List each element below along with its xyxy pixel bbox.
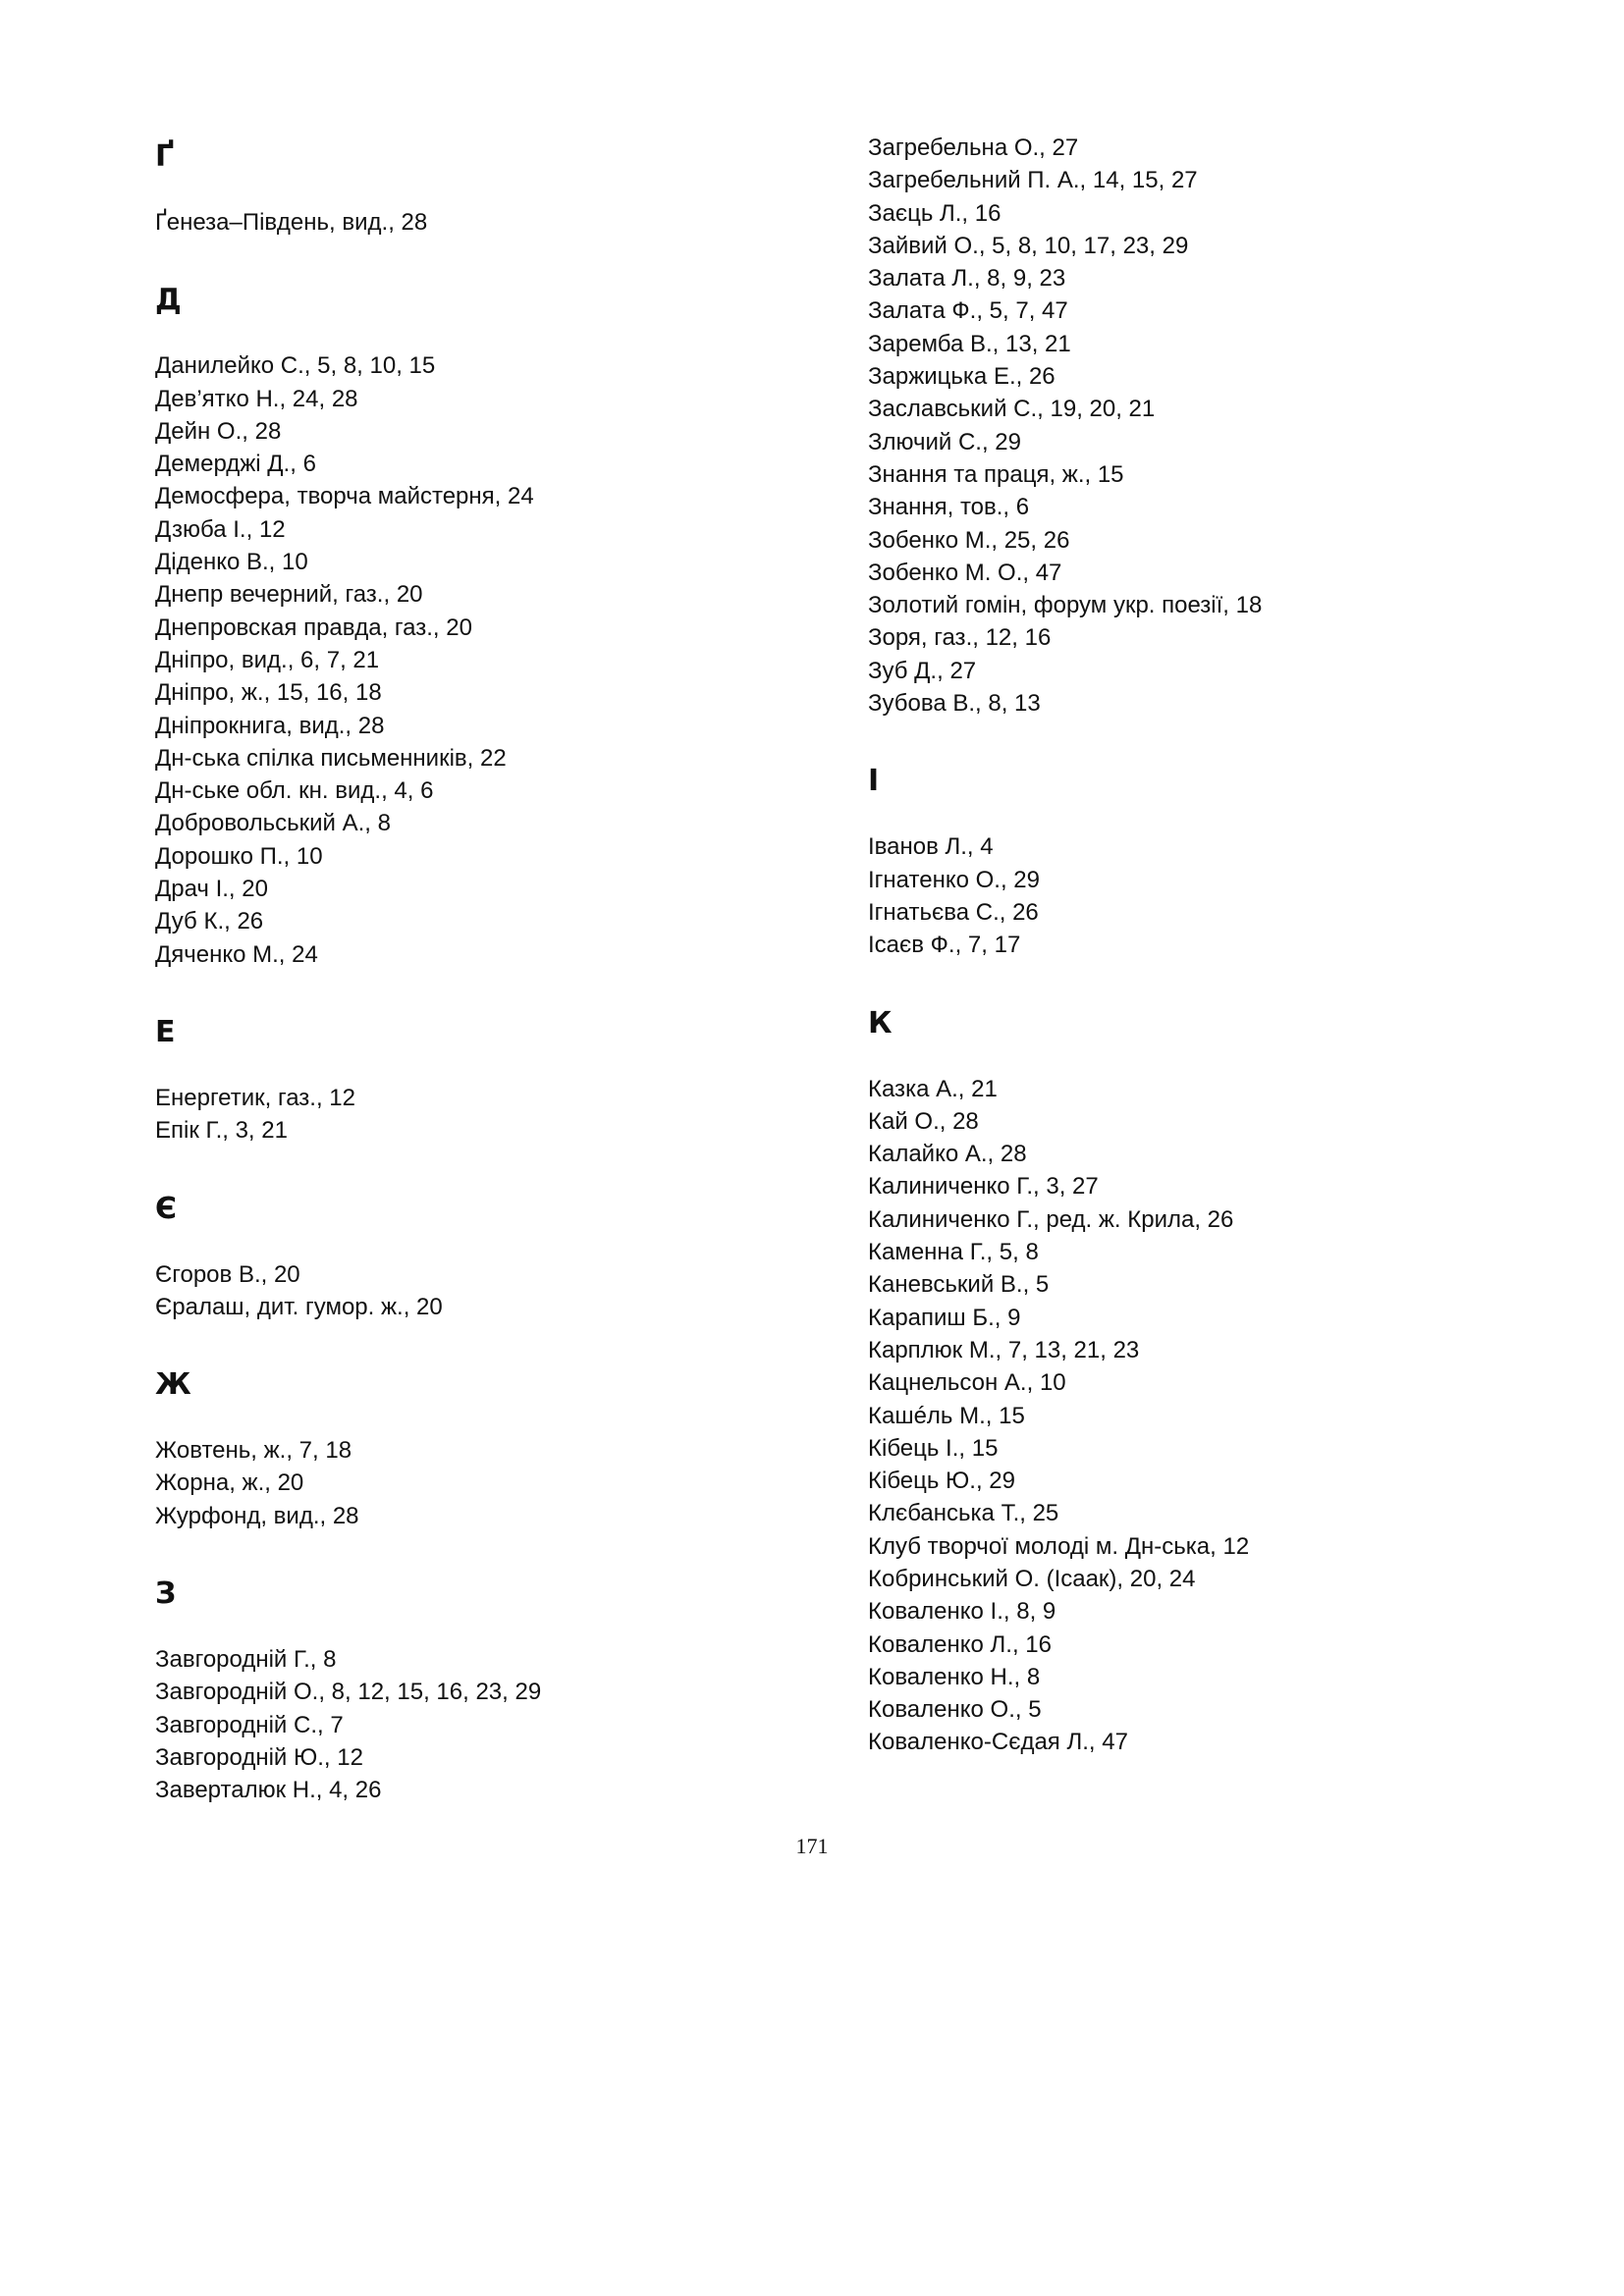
index-entry-list xyxy=(155,1082,764,1148)
index-entry: Дн-ська спілка письменників, 22 xyxy=(155,744,507,772)
index-entry: Драч І., 20 xyxy=(155,876,268,903)
index-entry: Клєбанська Т., 25 xyxy=(868,1500,1059,1527)
index-entry-list xyxy=(155,349,764,971)
index-entry: Ігнатенко О., 29 xyxy=(868,866,1040,893)
index-entry: Залата Л., 8, 9, 23 xyxy=(868,265,1066,293)
index-section xyxy=(155,239,764,971)
index-entry-list xyxy=(868,830,1477,961)
index-entry: Дзюба І., 12 xyxy=(155,515,286,543)
index-entry: Дуб К., 26 xyxy=(155,908,264,935)
section-letter-heading: Д xyxy=(155,283,182,318)
index-entry: Клуб творчої молоді м. Дн-ська, 12 xyxy=(868,1532,1250,1560)
index-entry: Загребельна О., 27 xyxy=(868,134,1079,161)
section-letter-heading: З xyxy=(155,1576,177,1612)
index-entry: Золотий гомін, форум укр. поезії, 18 xyxy=(868,592,1263,619)
index-entry: Демерджі Д., 6 xyxy=(155,451,316,478)
index-entry: Калиниченко Г., 3, 27 xyxy=(868,1173,1099,1201)
section-letter-heading: Ґ xyxy=(155,139,175,174)
index-entry: Кашéль М., 15 xyxy=(868,1402,1025,1429)
index-entry: Каменна Г., 5, 8 xyxy=(868,1239,1039,1266)
index-entry: Калиниченко Г., ред. ж. Крила, 26 xyxy=(868,1205,1234,1233)
heading-spacer xyxy=(155,175,764,206)
index-entry: Загребельний П. А., 14, 15, 27 xyxy=(868,167,1198,194)
index-entry: Завгородній Г., 8 xyxy=(155,1646,337,1674)
index-entry: Кібець І., 15 xyxy=(868,1434,999,1462)
index-entry: Завгородній С., 7 xyxy=(155,1711,344,1738)
index-entry: Дніпрокнига, вид., 28 xyxy=(155,712,385,739)
section-letter-heading: Е xyxy=(155,1014,176,1049)
index-entry-list xyxy=(868,1073,1477,1759)
index-entry: Заєць Л., 16 xyxy=(868,199,1001,227)
index-entry: Зайвий О., 5, 8, 10, 17, 23, 29 xyxy=(868,232,1189,259)
index-entry: Коваленко-Сєдая Л., 47 xyxy=(868,1729,1128,1756)
index-entry: Іванов Л., 4 xyxy=(868,833,994,861)
index-section xyxy=(155,1532,764,1806)
index-entry-list xyxy=(868,132,1477,720)
index-entry: Коваленко Н., 8 xyxy=(868,1663,1041,1690)
index-entry: Казка А., 21 xyxy=(868,1075,998,1102)
index-entry: Завгородній Ю., 12 xyxy=(155,1743,363,1771)
heading-spacer xyxy=(155,1227,764,1258)
heading-spacer xyxy=(155,1403,764,1434)
index-entry: Епік Г., 3, 21 xyxy=(155,1117,288,1145)
index-section xyxy=(155,139,764,239)
section-spacer xyxy=(155,1148,764,1192)
index-entry: Данилейко С., 5, 8, 10, 15 xyxy=(155,352,436,380)
section-spacer xyxy=(155,971,764,1015)
heading-spacer xyxy=(155,1050,764,1082)
index-entry: Добровольський А., 8 xyxy=(155,810,391,837)
index-entry-list xyxy=(155,1258,764,1324)
index-entry-list xyxy=(155,1434,764,1532)
index-entry: Знання, тов., 6 xyxy=(868,494,1030,521)
heading-spacer xyxy=(155,1612,764,1643)
heading-spacer xyxy=(868,1041,1477,1073)
index-entry: Коваленко Л., 16 xyxy=(868,1630,1052,1658)
index-entry: Енергетик, газ., 12 xyxy=(155,1084,355,1111)
index-entry: Карапиш Б., 9 xyxy=(868,1304,1021,1331)
section-spacer xyxy=(868,962,1477,1006)
index-entry: Заславський С., 19, 20, 21 xyxy=(868,396,1156,423)
index-section xyxy=(155,971,764,1148)
heading-spacer xyxy=(155,318,764,349)
section-letter-heading: І xyxy=(868,764,880,799)
index-entry: Злючий С., 29 xyxy=(868,428,1021,455)
index-entry: Жовтень, ж., 7, 18 xyxy=(155,1437,352,1465)
index-entry: Зобенко М. О., 47 xyxy=(868,559,1062,586)
index-entry: Кобринський О. (Ісаак), 20, 24 xyxy=(868,1565,1196,1592)
index-entry: Дн-ське обл. кн. вид., 4, 6 xyxy=(155,777,434,805)
section-spacer xyxy=(155,1323,764,1367)
index-section xyxy=(868,132,1477,720)
index-section xyxy=(155,1148,764,1324)
index-entry: Карплюк М., 7, 13, 21, 23 xyxy=(868,1336,1140,1363)
index-entry: Ґенеза–Південь, вид., 28 xyxy=(155,209,428,236)
index-entry: Заверталюк Н., 4, 26 xyxy=(155,1777,382,1804)
section-letter-heading: Є xyxy=(155,1191,178,1226)
index-entry: Дейн О., 28 xyxy=(155,417,282,445)
index-entry: Кай О., 28 xyxy=(868,1107,979,1135)
index-column-left xyxy=(155,0,764,1807)
index-column-right xyxy=(868,0,1477,1759)
index-entry: Коваленко О., 5 xyxy=(868,1696,1042,1724)
index-entry: Зобенко М., 25, 26 xyxy=(868,526,1070,554)
index-entry: Кацнельсон А., 10 xyxy=(868,1369,1066,1397)
index-entry: Дорошко П., 10 xyxy=(155,842,323,870)
page-number: 171 xyxy=(795,1834,829,1858)
index-entry: Дяченко М., 24 xyxy=(155,940,318,968)
index-section xyxy=(868,962,1477,1759)
index-entry: Ісаєв Ф., 7, 17 xyxy=(868,932,1021,959)
index-entry: Коваленко І., 8, 9 xyxy=(868,1598,1056,1626)
index-entry: Ігнатьєва С., 26 xyxy=(868,898,1039,926)
index-entry: Журфонд, вид., 28 xyxy=(155,1502,359,1529)
index-entry: Заремба В., 13, 21 xyxy=(868,330,1071,357)
index-entry: Залата Ф., 5, 7, 47 xyxy=(868,297,1068,325)
index-entry: Дніпро, вид., 6, 7, 21 xyxy=(155,646,380,673)
index-entry: Дев’ятко Н., 24, 28 xyxy=(155,385,358,412)
section-spacer xyxy=(155,239,764,283)
index-entry-list xyxy=(155,206,764,239)
index-entry: Днепровская правда, газ., 20 xyxy=(155,614,472,641)
index-entry: Днепр вечерний, газ., 20 xyxy=(155,581,423,609)
index-entry: Заржицька Е., 26 xyxy=(868,363,1056,391)
index-entry: Єралаш, дит. гумор. ж., 20 xyxy=(155,1293,443,1320)
index-entry: Знання та праця, ж., 15 xyxy=(868,460,1124,488)
index-entry: Діденко В., 10 xyxy=(155,549,308,576)
index-entry: Дніпро, ж., 15, 16, 18 xyxy=(155,679,382,707)
index-entry: Завгородній О., 8, 12, 15, 16, 23, 29 xyxy=(155,1679,542,1706)
section-letter-heading: К xyxy=(868,1005,893,1041)
index-entry-list xyxy=(155,1643,764,1806)
index-entry: Калайко А., 28 xyxy=(868,1141,1027,1168)
index-section xyxy=(155,1323,764,1532)
heading-spacer xyxy=(868,799,1477,830)
index-entry: Жорна, ж., 20 xyxy=(155,1469,304,1497)
index-entry: Зубова В., 8, 13 xyxy=(868,690,1041,718)
index-entry: Каневський В., 5 xyxy=(868,1271,1050,1299)
index-section xyxy=(868,720,1477,961)
index-entry: Єгоров В., 20 xyxy=(155,1260,300,1288)
index-entry: Зуб Д., 27 xyxy=(868,657,977,684)
index-entry: Зоря, газ., 12, 16 xyxy=(868,624,1052,652)
index-entry: Демосфера, творча майстерня, 24 xyxy=(155,483,534,510)
index-entry: Кібець Ю., 29 xyxy=(868,1468,1015,1495)
section-spacer xyxy=(155,1532,764,1576)
section-letter-heading: Ж xyxy=(155,1367,191,1403)
section-spacer xyxy=(868,720,1477,764)
